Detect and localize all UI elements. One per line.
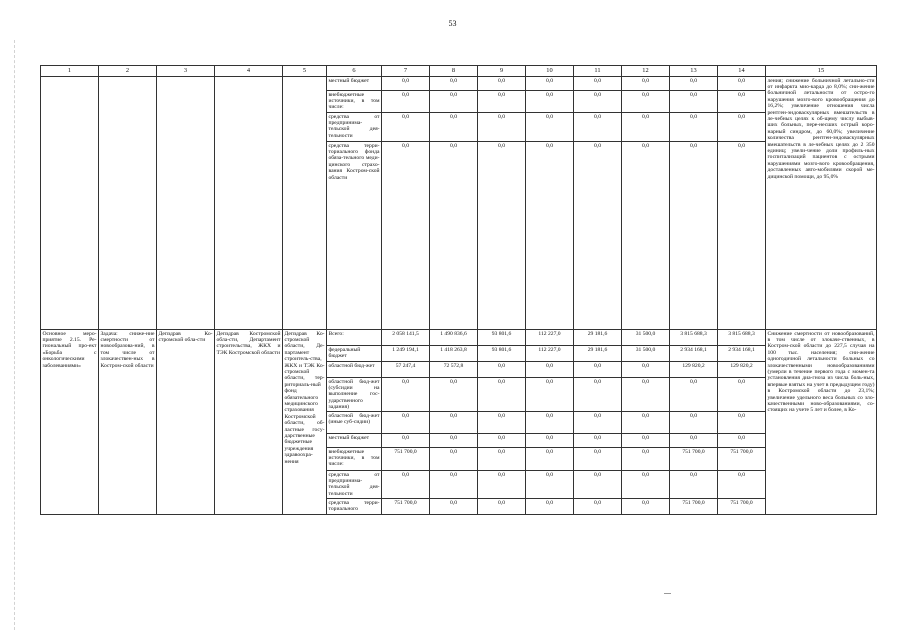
amount-cell: 0,0	[718, 91, 766, 113]
amount-cell: 0,0	[622, 499, 670, 515]
amount-cell: 29 181,6	[574, 346, 622, 362]
amount-cell: 3 815 688,3	[718, 330, 766, 346]
amount-cell: 0,0	[382, 77, 430, 91]
table-row	[41, 77, 877, 91]
amount-cell: 751 700,0	[382, 499, 430, 515]
column-header: 7	[382, 66, 430, 77]
amount-cell: 112 227,0	[526, 330, 574, 346]
expected-result: ления; снижение больничной летально-сти от инфаркта мио-карда до 8,0%; сни-жение больничной летальности от остро-го нарушения мозго-вого кровообращения до 16,2%; увеличение отношения числа рентген-эндоваскулярных вмешательств в ле-чебных целях к об-щему числу выбыв-ших больных, пере-несших острый коро-нарный синдром, до 60,0%; увеличение количества рентген-эндоваскулярных вмешательств в ле-чебных целях до 2 350 единиц; увели-чение доли профиль-ных госпитализаций пациентов с острыми нарушениями мозго-вого кровообращения, доставленных авто-мобилями скорой ме-дицинской помощи, до 95,0%	[766, 77, 877, 330]
amount-cell: 0,0	[478, 434, 526, 448]
amount-cell: 93 801,6	[478, 346, 526, 362]
amount-cell: 0,0	[382, 142, 430, 330]
amount-cell: 129 820,2	[718, 362, 766, 378]
funding-source: областной бюд-жет	[327, 362, 382, 378]
amount-cell: 0,0	[382, 91, 430, 113]
amount-cell: 0,0	[622, 91, 670, 113]
amount-cell: 0,0	[382, 412, 430, 434]
amount-cell: 0,0	[382, 378, 430, 412]
amount-cell: 57 247,4	[382, 362, 430, 378]
amount-cell: 0,0	[718, 471, 766, 499]
amount-cell: 0,0	[430, 142, 478, 330]
amount-cell: 0,0	[574, 434, 622, 448]
amount-cell: 0,0	[430, 378, 478, 412]
amount-cell: 0,0	[526, 142, 574, 330]
amount-cell: 0,0	[574, 362, 622, 378]
amount-cell: 0,0	[718, 142, 766, 330]
empty-cell	[215, 77, 283, 330]
amount-cell: 0,0	[478, 77, 526, 91]
column-header: 10	[526, 66, 574, 77]
scan-edge-shadow	[0, 40, 15, 630]
amount-cell: 0,0	[526, 448, 574, 471]
amount-cell: 0,0	[526, 378, 574, 412]
amount-cell: 0,0	[670, 113, 718, 142]
amount-cell: 0,0	[574, 412, 622, 434]
amount-cell: 751 700,0	[718, 448, 766, 471]
amount-cell: 0,0	[430, 91, 478, 113]
amount-cell: 0,0	[622, 142, 670, 330]
activity-name: Основное меро-приятие 2.15. Ре-гиональный про-ект «Борьба с онкологическими заболеваниями»	[41, 330, 99, 515]
amount-cell: 1 249 194,1	[382, 346, 430, 362]
empty-cell	[283, 77, 327, 330]
amount-cell: 0,0	[430, 77, 478, 91]
amount-cell: 0,0	[430, 448, 478, 471]
task-description: Задача: сниже-ние смертности от новообразова-ний, в том числе от злокачествен-ных в Костром-ской области	[99, 330, 157, 515]
amount-cell: 0,0	[478, 113, 526, 142]
funding-source: местный бюджет	[327, 434, 382, 448]
column-header: 14	[718, 66, 766, 77]
amount-cell: 0,0	[670, 378, 718, 412]
amount-cell: 0,0	[478, 91, 526, 113]
amount-cell: 0,0	[622, 434, 670, 448]
amount-cell: 0,0	[718, 113, 766, 142]
amount-cell: 0,0	[430, 499, 478, 515]
amount-cell: 0,0	[670, 91, 718, 113]
amount-cell: 0,0	[574, 378, 622, 412]
empty-cell	[41, 77, 99, 330]
column-header: 5	[283, 66, 327, 77]
amount-cell: 0,0	[430, 412, 478, 434]
amount-cell: 0,0	[622, 362, 670, 378]
funding-source: средства терри-ториального фонда обяза-тельного меди-цинского страхо-вания Костром-ской области	[327, 142, 382, 330]
responsible-executor: Депздрав Ко-стромской обла-сти	[157, 330, 215, 515]
amount-cell: 0,0	[574, 113, 622, 142]
amount-cell: 0,0	[526, 434, 574, 448]
table-row	[41, 330, 877, 346]
amount-cell: 2 934 168,1	[718, 346, 766, 362]
column-header: 4	[215, 66, 283, 77]
empty-cell	[157, 77, 215, 330]
amount-cell: 0,0	[574, 499, 622, 515]
amount-cell: 0,0	[718, 77, 766, 91]
column-header: 15	[766, 66, 877, 77]
amount-cell: 0,0	[574, 448, 622, 471]
column-header: 2	[99, 66, 157, 77]
amount-cell: 31 500,0	[622, 330, 670, 346]
budget-table	[40, 65, 877, 515]
column-header: 11	[574, 66, 622, 77]
amount-cell: 2 058 141,5	[382, 330, 430, 346]
amount-cell: 0,0	[526, 362, 574, 378]
amount-cell: 751 700,0	[670, 499, 718, 515]
amount-cell: 129 820,2	[670, 362, 718, 378]
amount-cell: 0,0	[430, 471, 478, 499]
amount-cell: 0,0	[670, 471, 718, 499]
amount-cell: 0,0	[526, 91, 574, 113]
amount-cell: 0,0	[574, 142, 622, 330]
funding-source: внебюджетные источники, в том числе:	[327, 448, 382, 471]
funding-source: местный бюджет	[327, 77, 382, 91]
funding-source: областной бюд-жет (субсидии на выполнение гос-ударственного задания)	[328, 378, 380, 411]
amount-cell: 0,0	[622, 412, 670, 434]
amount-cell: 751 700,0	[382, 448, 430, 471]
amount-cell: 751 700,0	[718, 499, 766, 515]
amount-cell: 0,0	[382, 471, 430, 499]
amount-cell: 3 815 688,3	[670, 330, 718, 346]
amount-cell: 0,0	[526, 77, 574, 91]
amount-cell: 0,0	[478, 142, 526, 330]
amount-cell: 0,0	[430, 434, 478, 448]
amount-cell: 2 934 168,1	[670, 346, 718, 362]
amount-cell: 1 490 836,6	[430, 330, 478, 346]
funding-source: внебюджетные источники, в том числе:	[327, 91, 382, 113]
amount-cell: 0,0	[622, 448, 670, 471]
amount-cell: 112 227,0	[526, 346, 574, 362]
amount-cell: 72 572,8	[430, 362, 478, 378]
funding-source: средства от предпринима-тельской дея-тельности	[327, 113, 382, 142]
scan-mark	[664, 593, 671, 594]
amount-cell: 0,0	[670, 412, 718, 434]
amount-cell: 0,0	[718, 412, 766, 434]
amount-cell: 0,0	[526, 113, 574, 142]
amount-cell: 31 500,0	[622, 346, 670, 362]
funding-source: областной бюд-жет (иные суб-сидии)	[327, 412, 382, 434]
column-header: 1	[41, 66, 99, 77]
column-header: 13	[670, 66, 718, 77]
amount-cell: 1 418 263,8	[430, 346, 478, 362]
participants: Депздрав Ко-стромской области, Де-партамент строитель-ства, ЖКХ и ТЭК Ко-стромской области, тер-риториаль-ный фонд обязательного медицинского страхования Костромской области, об-ластные госу-дарственные бюджетные учреждения здравоохра-нения	[283, 330, 327, 515]
amount-cell: 29 181,6	[574, 330, 622, 346]
amount-cell: 0,0	[622, 113, 670, 142]
amount-cell: 0,0	[526, 412, 574, 434]
amount-cell: 0,0	[574, 471, 622, 499]
amount-cell: 0,0	[670, 142, 718, 330]
amount-cell: 0,0	[526, 471, 574, 499]
amount-cell: 0,0	[382, 434, 430, 448]
amount-cell: 0,0	[574, 91, 622, 113]
header-row	[41, 66, 877, 77]
column-header: 6	[327, 66, 382, 77]
column-header: 3	[157, 66, 215, 77]
amount-cell: 0,0	[478, 471, 526, 499]
column-header: 9	[478, 66, 526, 77]
column-header: 8	[430, 66, 478, 77]
amount-cell: 0,0	[718, 378, 766, 412]
amount-cell: 751 700,0	[670, 448, 718, 471]
page-number: 53	[448, 19, 457, 28]
amount-cell: 0,0	[670, 77, 718, 91]
amount-cell: 0,0	[622, 77, 670, 91]
amount-cell: 0,0	[670, 434, 718, 448]
amount-cell: 0,0	[574, 77, 622, 91]
amount-cell: 93 801,6	[478, 330, 526, 346]
funding-source: средства терри-ториального	[327, 499, 382, 515]
amount-cell: 0,0	[478, 499, 526, 515]
amount-cell: 0,0	[478, 448, 526, 471]
empty-cell	[99, 77, 157, 330]
amount-cell: 0,0	[382, 113, 430, 142]
column-header: 12	[622, 66, 670, 77]
amount-cell: 0,0	[526, 499, 574, 515]
funding-source: федеральный бюджет	[327, 346, 382, 362]
amount-cell: 0,0	[430, 113, 478, 142]
funding-source: средства от предпринима-тельской дея-тельности	[328, 471, 380, 497]
co-executors: Депздрав Костромской обла-сти, Департамент строительства, ЖКХ и ТЭК Костромской области	[215, 330, 283, 515]
amount-cell: 0,0	[622, 378, 670, 412]
amount-cell: 0,0	[622, 471, 670, 499]
amount-cell: 0,0	[478, 378, 526, 412]
amount-cell: 0,0	[478, 362, 526, 378]
expected-result: Снижение смертности от новообразований, в том числе от злокаче-ственных, в Костром-ской области до 227,5 случая на 100 тыс. населения; сни-жение одногодичной летальности больных со злокачественными новообразованиями (умерли в течение первого года с момен-та установления диа-гноза из числа боль-ных, впервые взятых на учет в предыдущем году) в Костромской области до 23,1%; увеличение удельного веса больных со зло-качественными ново-образованиями, со-стоящих на учете 5 лет и более, в Ко-	[766, 330, 877, 515]
funding-source: Всего:	[327, 330, 382, 346]
amount-cell: 0,0	[718, 434, 766, 448]
amount-cell: 0,0	[478, 412, 526, 434]
